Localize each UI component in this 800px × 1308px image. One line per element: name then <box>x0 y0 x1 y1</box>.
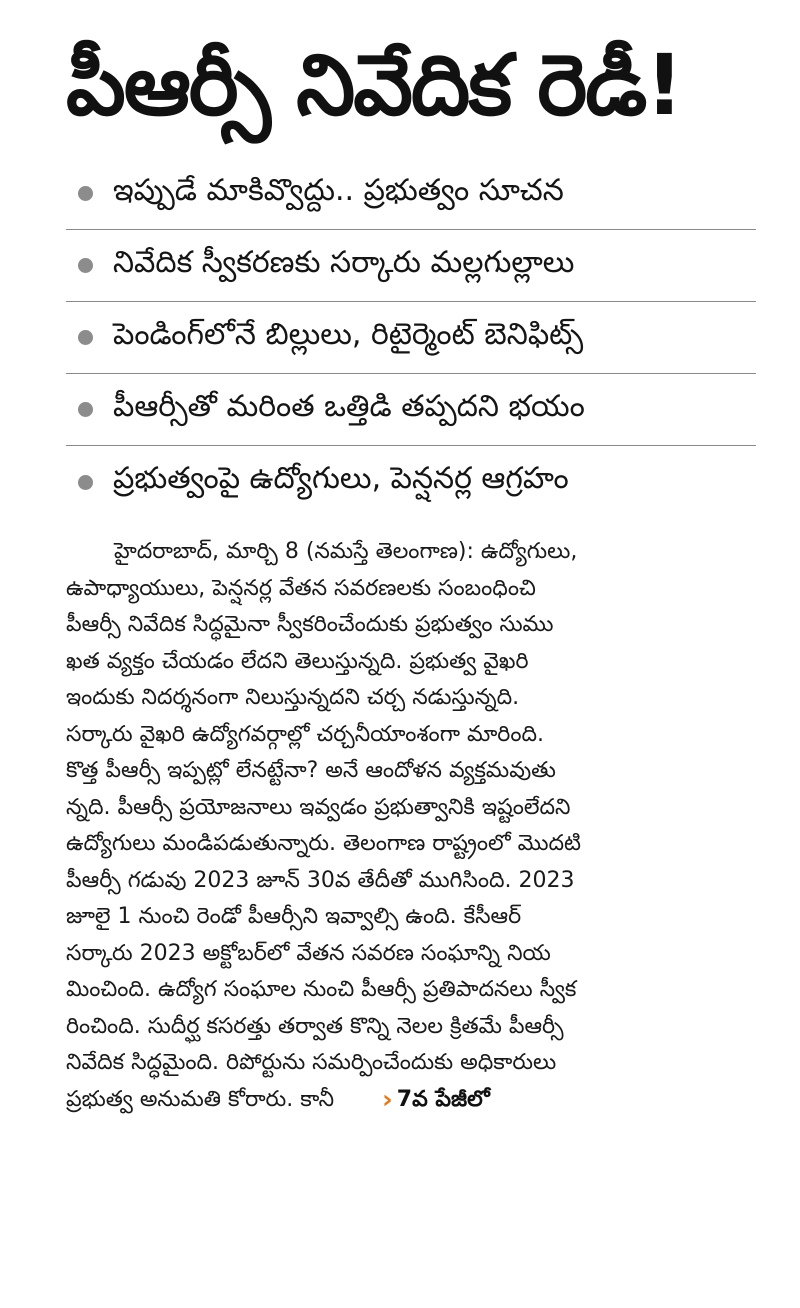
arrow-right-icon: › <box>382 1084 393 1115</box>
bullet-dot-icon <box>78 330 93 345</box>
sub-headline-text: ఇప్పుడే మాకివ్వొద్దు.. ప్రభుత్వం సూచన <box>113 172 564 208</box>
article-line: రించింది. సుదీర్ఘ కసరత్తు తర్వాత కొన్ని నెలల క్రితమే పీఆర్సీ <box>66 1013 564 1039</box>
bullet-dot-icon <box>78 402 93 417</box>
sub-headline-text: పీఆర్సీతో మరింత ఒత్తిడి తప్పదని భయం <box>113 388 585 424</box>
article-line: పీఆర్సీ గడువు 2023 జూన్ 30వ తేదీతో ముగిసింది. 2023 <box>66 867 575 893</box>
bullet-dot-icon <box>78 475 93 490</box>
bullet-dot-icon <box>78 186 93 201</box>
sub-headline-item <box>66 230 756 302</box>
sub-headline-list <box>66 158 756 518</box>
sub-headline-item <box>66 374 756 446</box>
article-last-row <box>66 1082 756 1119</box>
continued-on-page-link[interactable] <box>382 1082 490 1119</box>
sub-headline-item <box>66 158 756 230</box>
article-line: ఖత వ్యక్తం చేయడం లేదని తెలుస్తున్నది. ప్రభుత్వ వైఖరి <box>66 648 529 674</box>
article-line: జూలై 1 నుంచి రెండో పీఆర్సీని ఇవ్వాల్సి ఉంది. కేసీఆర్ <box>66 904 522 929</box>
article-line: నివేదిక సిద్ధమైంది. రిపోర్టును సమర్పించేందుకు అధికారులు <box>66 1050 557 1075</box>
news-article <box>66 30 756 1118</box>
article-line: సర్కారు వైఖరి ఉద్యోగవర్గాల్లో చర్చనీయాంశంగా మారింది. <box>66 721 545 747</box>
article-line: పీఆర్సీ నివేదిక సిద్ధమైనా స్వీకరించేందుకు ప్రభుత్వం సుము <box>66 612 554 637</box>
sub-headline-item <box>66 446 756 518</box>
headline: పీఆర్సీ నివేదిక రెడీ! <box>66 36 682 134</box>
article-line: ప్రభుత్వ అనుమతి కోరారు. కానీ <box>66 1086 335 1112</box>
article-line: ఇందుకు నిదర్శనంగా నిలుస్తున్నదని చర్చ నడుస్తున్నది. <box>66 685 520 710</box>
article-line: ఉద్యోగులు మండిపడుతున్నారు. తెలంగాణ రాష్ట్రంలో మొదటి <box>66 831 582 856</box>
continued-on-page-label: 7వ పేజీలో <box>396 1086 490 1112</box>
bullet-dot-icon <box>78 258 93 273</box>
article-line: న్నది. పీఆర్సీ ప్రయోజనాలు ఇవ్వడం ప్రభుత్వానికి ఇష్టంలేదని <box>66 794 571 820</box>
article-body <box>66 534 756 1118</box>
article-line: సర్కారు 2023 అక్టోబర్‌లో వేతన సవరణ సంఘాన్ని నియ <box>66 940 551 966</box>
sub-headline-text: ప్రభుత్వంపై ఉద్యోగులు, పెన్షనర్ల ఆగ్రహం <box>113 461 569 496</box>
sub-headline-text: నివేదిక స్వీకరణకు సర్కారు మల్లగుల్లాలు <box>113 244 575 280</box>
article-line: మించింది. ఉద్యోగ సంఘాల నుంచి పీఆర్సీ ప్రతిపాదనలు స్వీక <box>66 977 577 1002</box>
sub-headline-item <box>66 302 756 374</box>
article-line: హైదరాబాద్, మార్చి 8 (నమస్తే తెలంగాణ): ఉద్యోగులు, <box>114 539 578 564</box>
article-line: ఉపాధ్యాయులు, పెన్షనర్ల వేతన సవరణలకు సంబంధించి <box>66 575 536 601</box>
article-line: కొత్త పీఆర్సీ ఇప్పట్లో లేనట్టేనా? అనే ఆందోళన వ్యక్తమవుతు <box>66 758 556 783</box>
sub-headline-text: పెండింగ్‌లోనే బిల్లులు, రిటైర్మెంట్ బెనిఫిట్స్ <box>113 316 584 352</box>
